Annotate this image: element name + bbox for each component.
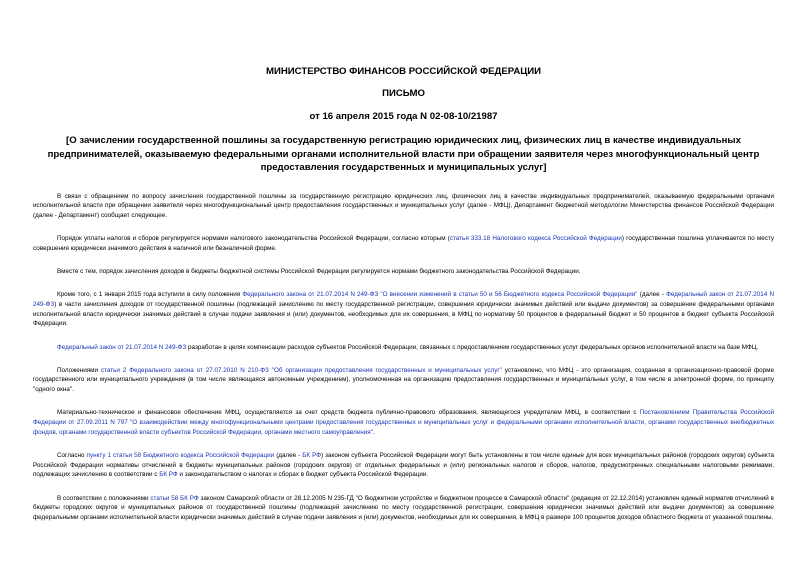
document-type: ПИСЬМО xyxy=(382,88,425,99)
document-link[interactable]: Постановлением Правительства Российской Федерации от 27.09.2011 N 797 "О взаимодействии между многофункциональными центрами предоставления государственных и муниципальных услуг и федеральными органами исполнительной власти, органами государственных внебюджетных фондов, органами государственной власти субъектов Российской Федерации, органами местного самоуправления" xyxy=(33,409,775,436)
paragraph-text: Кроме того, с 1 января 2015 года вступили в силу положения xyxy=(57,291,243,299)
document-title: [О зачислении государственной пошлины за государственную регистрацию юридических лиц, физических лиц в качестве индивидуальных предпринимателей, оказываемую федеральными органами исполнительной власти при обращении заявителя через многофункциональный центр предоставления государственных и муниципальных услуг] xyxy=(47,135,760,173)
document-link[interactable]: статьи 2 Федерального закона от 27.07.2010 N 210-ФЗ "Об организации предоставления государственных и муниципальных услуг" xyxy=(100,366,502,374)
ministry-heading: МИНИСТЕРСТВО ФИНАНСОВ РОССИЙСКОЙ ФЕДЕРАЦИИ xyxy=(265,66,542,77)
paragraph-text: установлено, что МФЦ - это организация, созданная в организационно-правовой форме государственного или муниципального учреждения (в том числе являющаяся автономным учреждением), уполномоченная на организацию предоставления государственных и муниципальных услуг, в том числе в электронной форме, по принципу "одного окна". xyxy=(33,366,775,394)
paragraph-text: ) законом субъекта Российской Федерации могут быть установлены в том числе единые для всех муниципальных районов (городских округов) субъекта Российской Федерации нормативы отчислений в бюджеты муниципальных районов (городских округов) от отдельных федеральных и (или) региональных налогов и сборов, налогов, предусмотренных специальными налоговыми режимами, подлежащих зачислению в соответствии с xyxy=(33,451,775,479)
paragraph-text: Согласно xyxy=(57,451,87,459)
paragraph-text: Положениями xyxy=(57,366,101,374)
body-paragraph xyxy=(33,366,774,395)
paragraph-text: В соответствии с положениями xyxy=(57,494,151,502)
paragraph-text: . xyxy=(372,428,375,436)
paragraph-text: ) в части зачисления доходов от государственной пошлины (подлежащей зачислению по месту государственной регистрации, совершения юридически значимых действий или выдачи документов) за совершение федеральными органами исполнительной власти юридически значимых действий в случае подачи заявления и (или) документов, необходимых для их совершения, в МФЦ по нормативу 50 процентов в федеральный бюджет и 50 процентов в бюджет субъекта Российской Федерации. xyxy=(33,300,774,328)
paragraph-text: Материально-техническое и финансовое обеспечение МФЦ, осуществляется за счет средств бюджета публично-правового образования, являющегося учредителем МФЦ, в соответствии с xyxy=(57,409,640,417)
paragraph-text: ) государственная пошлина уплачивается по месту совершения юридически значимого действия в наличной или безналичной форме. xyxy=(33,235,774,252)
body-paragraph xyxy=(33,290,774,329)
body-paragraph xyxy=(33,343,774,353)
paragraph-text: Порядок уплаты налогов и сборов регулируется нормами налогового законодательства Российской Федерации, согласно которым ( xyxy=(57,235,450,243)
body-paragraph xyxy=(33,192,774,221)
document-link[interactable]: пункту 1 статьи 58 Бюджетного кодекса Российской Федерации xyxy=(86,451,275,459)
body-paragraph xyxy=(33,451,774,480)
document-body xyxy=(33,192,774,523)
paragraph-text: (далее - xyxy=(274,451,303,459)
document-link[interactable]: Федерального закона от 21.07.2014 N 249-ФЗ "О внесении изменений в статьи 50 и 56 Бюджетного кодекса Российской Федерации" xyxy=(242,291,638,299)
paragraph-text: Вместе с тем, порядок зачисления доходов в бюджеты бюджетной системы Российской Федерации регулируется нормами бюджетного законодательства Российской Федерации. xyxy=(57,268,581,276)
document-link[interactable]: статьи 58 БК РФ xyxy=(150,494,199,502)
body-paragraph xyxy=(33,267,774,277)
body-paragraph xyxy=(33,494,774,523)
paragraph-text: законом Самарской области от 28.12.2005 N 235-ГД "О бюджетном устройстве и бюджетном процессе в Самарской области" (редакция от 22.12.2014) установлен единый норматив отчислений в бюджеты городских округов и муниципальных районов от государственной пошлины (подлежащей зачислению по месту государственной регистрации, совершения юридически значимых действий или выдачи документов) за совершение федеральными органами исполнительной власти юридически значимых действий в случае подачи заявления и (или) документов, необходимых для их совершения, в МФЦ в размере 100 процентов доходов областного бюджета от указанной пошлины. xyxy=(33,494,774,521)
document-link[interactable]: статья 333.18 Налогового кодекса Российской Федерации xyxy=(449,235,622,243)
paragraph-text: разработан в целях компенсации расходов субъектов Российской Федерации, связанных с предоставлением государственных услуг федеральных органов исполнительной власти на базе МФЦ. xyxy=(186,343,759,351)
document-link[interactable]: БК РФ xyxy=(302,451,322,459)
body-paragraph xyxy=(33,234,774,253)
document-link[interactable]: Федеральный закон от 21.07.2014 N 249-ФЗ xyxy=(33,291,775,308)
document-date-number: от 16 апреля 2015 года N 02-08-10/21987 xyxy=(309,111,498,122)
document-link[interactable]: БК РФ xyxy=(159,471,178,479)
paragraph-text: (далее - xyxy=(637,291,667,299)
paragraph-text: и законодательством о налогах и сборах в бюджет субъекта Российской Федерации. xyxy=(177,471,429,479)
body-paragraph xyxy=(33,408,774,437)
document-link[interactable]: Федеральный закон от 21.07.2014 N 249-ФЗ xyxy=(57,343,187,351)
paragraph-text: В связи с обращением по вопросу зачисления государственной пошлины за государственную регистрацию юридических лиц, физических лиц в качестве индивидуальных предпринимателей, оказываемую федеральными органами исполнительной власти при обращении заявителя через многофункциональный центр предоставления государственных и муниципальных услуг (далее - МФЦ), Департамент бюджетной методологии Министерства финансов Российской Федерации (далее - Департамент) сообщает следующее. xyxy=(33,192,774,219)
